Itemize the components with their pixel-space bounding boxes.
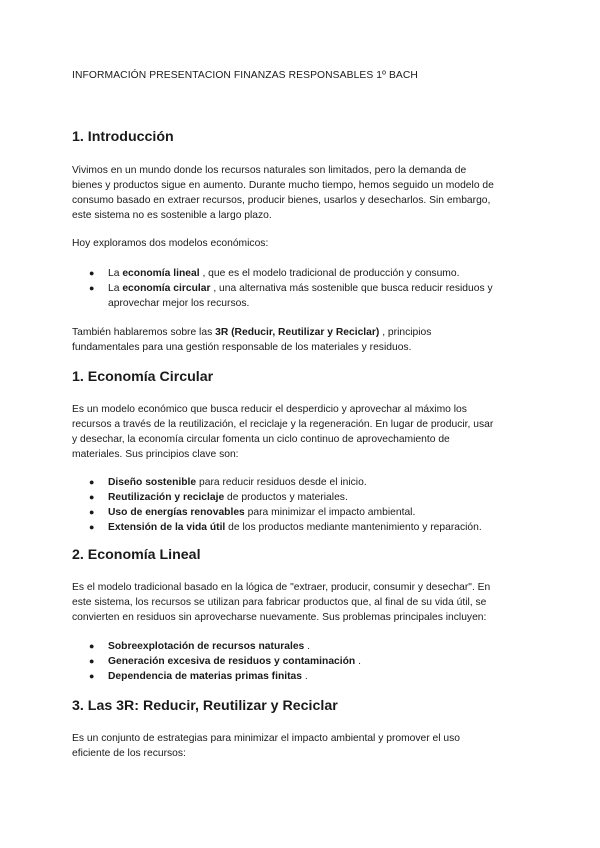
text-line: y desechar, la economía circular fomenta un ciclo continuo de aprovechamiento de	[72, 434, 450, 445]
bullet-icon: ●	[89, 641, 95, 651]
bullet-icon: ●	[89, 477, 95, 487]
intro-heading: 1. Introducción	[72, 129, 174, 145]
list-item: ● Uso de energías renovables para minimizar el impacto ambiental.	[89, 507, 416, 518]
bullet-icon: ●	[89, 492, 95, 502]
circular-bullet-list	[72, 475, 532, 535]
list-item: ● La economía lineal , que es el modelo tradicional de producción y consumo.	[89, 268, 460, 279]
text-line: consumo basado en extraer recursos, producir bienes, usarlos y desecharlos. Sin embargo,	[72, 195, 491, 206]
text-line: Es un modelo económico que busca reducir el desperdicio y aprovechar al máximo los	[72, 404, 467, 415]
list-item: ● Reutilización y reciclaje de productos y materiales.	[89, 492, 348, 503]
bullet-icon: ●	[89, 671, 95, 681]
intro-paragraph-1	[72, 163, 532, 223]
circular-paragraph	[72, 402, 532, 462]
bullet-icon: ●	[89, 507, 95, 517]
text-line: recursos a través de la reutilización, el reciclaje y la regeneración. En lugar de producir, usar	[72, 419, 494, 430]
text-line: Es un conjunto de estrategias para minimizar el impacto ambiental y promover el uso	[72, 733, 461, 744]
text-line: materiales. Sus principios clave son:	[72, 449, 239, 460]
intro-paragraph-2: Hoy exploramos dos modelos económicos:	[72, 238, 269, 249]
three-r-heading: 3. Las 3R: Reducir, Reutilizar y Reciclar	[72, 698, 338, 714]
bullet-icon: ●	[89, 522, 95, 532]
lineal-paragraph	[72, 580, 532, 625]
bullet-icon: ●	[89, 268, 95, 278]
text-line: Es el modelo tradicional basado en la lógica de "extraer, producir, consumir y desechar". En	[72, 582, 491, 593]
circular-heading: 1. Economía Circular	[72, 369, 214, 385]
text-line: eficiente de los recursos:	[72, 748, 186, 759]
intro-bullet-list	[72, 266, 532, 311]
list-item: ● Dependencia de materias primas finitas .	[89, 671, 308, 682]
lineal-heading: 2. Economía Lineal	[72, 547, 201, 563]
lineal-bullet-list	[72, 639, 532, 684]
bullet-icon: ●	[89, 283, 95, 293]
text-line: bienes y productos sigue en aumento. Durante mucho tiempo, hemos seguido un modelo de	[72, 180, 494, 191]
intro-paragraph-3: También hablaremos sobre las 3R (Reducir, Reutilizar y Reciclar) , principios fundamentales para una gestión responsable de los materiales y residuos.	[72, 327, 432, 353]
three-r-paragraph	[72, 731, 532, 761]
bullet-icon: ●	[89, 656, 95, 666]
text-line: este sistema no es sostenible a largo plazo.	[72, 210, 272, 221]
list-item: ● Sobreexplotación de recursos naturales .	[89, 641, 311, 652]
text-line: Vivimos en un mundo donde los recursos naturales son limitados, pero la demanda de	[72, 165, 467, 176]
text-line: este sistema, los recursos se utilizan para fabricar productos que, al final de su vida útil, se	[72, 597, 487, 608]
list-item: ● Generación excesiva de residuos y contaminación .	[89, 656, 361, 667]
list-item: ● La economía circular , una alternativa más sostenible que busca reducir residuos y aprovechar mejor los recursos.	[89, 283, 493, 309]
list-item: ● Diseño sostenible para reducir residuos desde el inicio.	[89, 477, 367, 488]
document-header: INFORMACIÓN PRESENTACION FINANZAS RESPONSABLES 1º BACH	[72, 70, 418, 81]
list-item: ● Extensión de la vida útil de los productos mediante mantenimiento y reparación.	[89, 522, 482, 533]
text-line: convierten en residuos sin aprovecharse nuevamente. Sus problemas principales incluyen:	[72, 612, 487, 623]
